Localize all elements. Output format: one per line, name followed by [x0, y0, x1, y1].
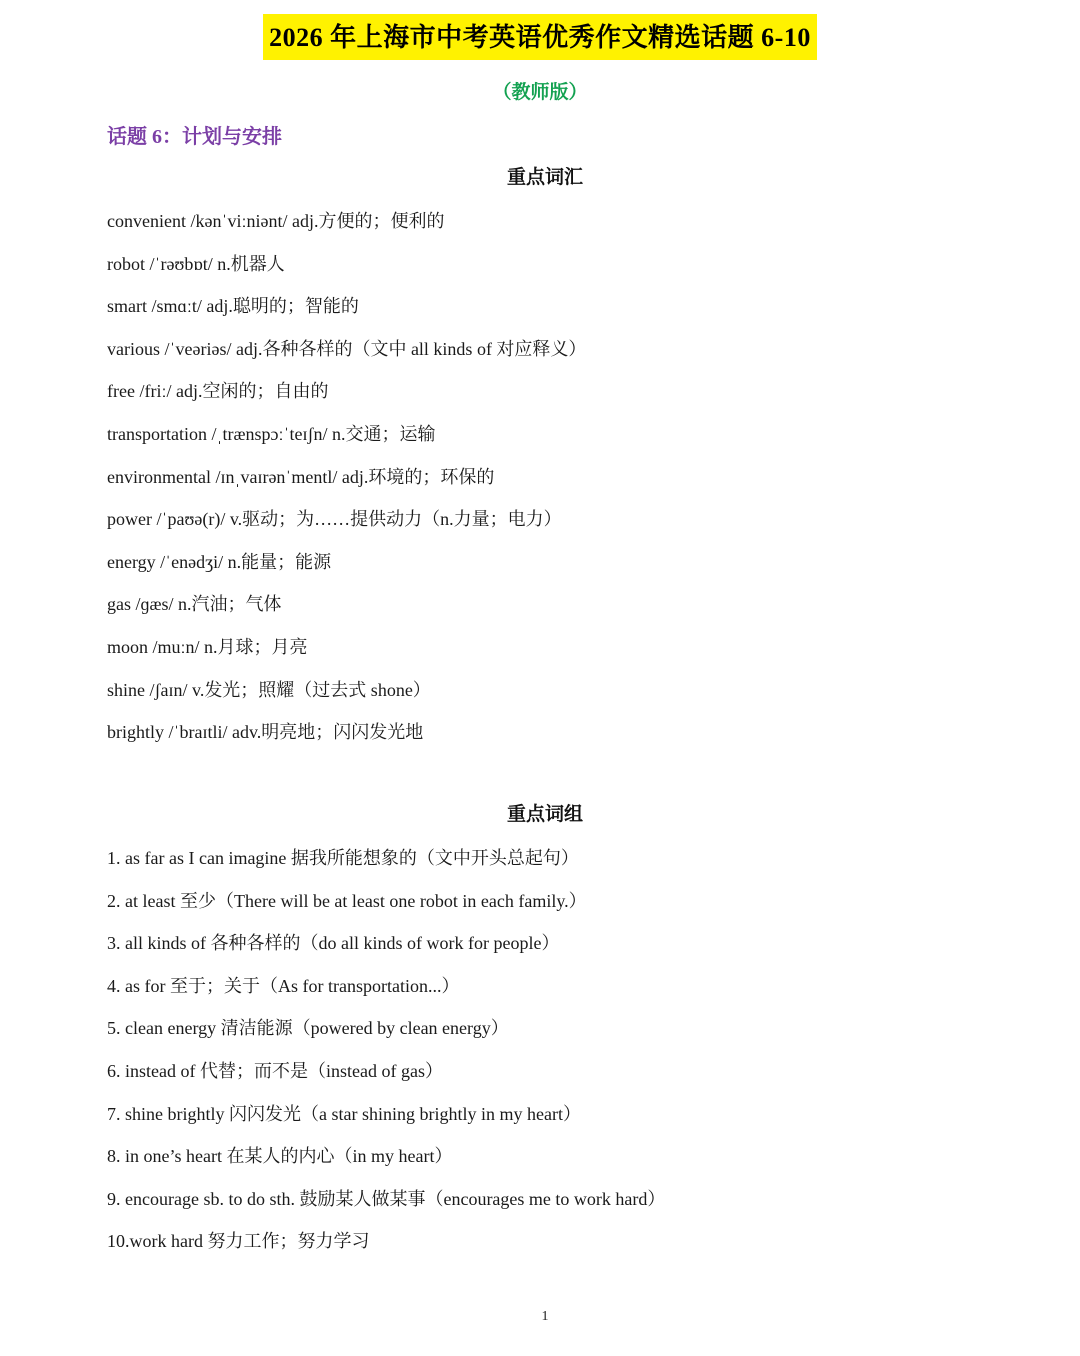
phrase-item: 2. at least 至少（There will be at least one robot in each family.） — [107, 890, 587, 911]
vocab-item: transportation /ˌtrænspɔːˈteɪʃn/ n.交通；运输 — [107, 423, 436, 444]
vocab-item: smart /smɑːt/ adj.聪明的；智能的 — [107, 296, 359, 317]
vocab-item: free /friː/ adj.空闲的；自由的 — [107, 381, 329, 402]
page-number: 1 — [541, 1309, 549, 1324]
phrases-heading: 重点词组 — [506, 804, 583, 825]
phrase-item: 5. clean energy 清洁能源（powered by clean energy） — [107, 1018, 509, 1039]
vocab-item: robot /ˈrəʊbɒt/ n.机器人 — [107, 253, 285, 274]
title-block — [0, 14, 1080, 60]
vocab-list — [107, 209, 586, 763]
vocab-item: power /ˈpaʊə(r)/ v.驱动；为……提供动力（n.力量；电力） — [107, 509, 562, 530]
phrase-item: 10.work hard 努力工作；努力学习 — [107, 1231, 370, 1252]
phrase-item: 7. shine brightly 闪闪发光（a star shining brightly in my heart） — [107, 1103, 581, 1124]
phrase-item: 1. as far as I can imagine 据我所能想象的（文中开头总起句） — [107, 848, 579, 868]
vocab-heading: 重点词汇 — [506, 167, 583, 188]
phrase-item: 9. encourage sb. to do sth. 鼓励某人做某事（encourages me to work hard） — [107, 1188, 666, 1209]
vocab-item: various /ˈveəriəs/ adj.各种各样的（文中 all kinds of 对应释义） — [107, 338, 587, 359]
phrase-item: 6. instead of 代替；而不是（instead of gas） — [107, 1060, 443, 1081]
vocab-item: gas /ɡæs/ n.汽油；气体 — [107, 594, 282, 615]
vocab-item: brightly /ˈbraɪtli/ adv.明亮地；闪闪发光地 — [107, 722, 424, 743]
vocab-item: shine /ʃaɪn/ v.发光；照耀（过去式 shone） — [107, 679, 431, 700]
phrase-item: 3. all kinds of 各种各样的（do all kinds of work for people） — [107, 933, 560, 954]
phrase-item: 8. in one’s heart 在某人的内心（in my heart） — [107, 1146, 453, 1167]
phrase-item: 4. as for 至于；关于（As for transportation...） — [107, 975, 460, 996]
vocab-item: convenient /kənˈviːniənt/ adj.方便的；便利的 — [107, 211, 445, 231]
vocab-item: environmental /ɪnˌvaɪrənˈmentl/ adj.环境的；环保的 — [107, 466, 495, 487]
phrases-list — [107, 846, 665, 1272]
vocab-item: energy /ˈenədʒi/ n.能量；能源 — [107, 551, 332, 572]
vocab-item: moon /muːn/ n.月球；月亮 — [107, 636, 308, 657]
edition-label: （教师版） — [492, 82, 588, 103]
topic-heading: 话题 6：计划与安排 — [107, 126, 282, 148]
page-title: 2026 年上海市中考英语优秀作文精选话题 6-10 — [263, 14, 817, 60]
